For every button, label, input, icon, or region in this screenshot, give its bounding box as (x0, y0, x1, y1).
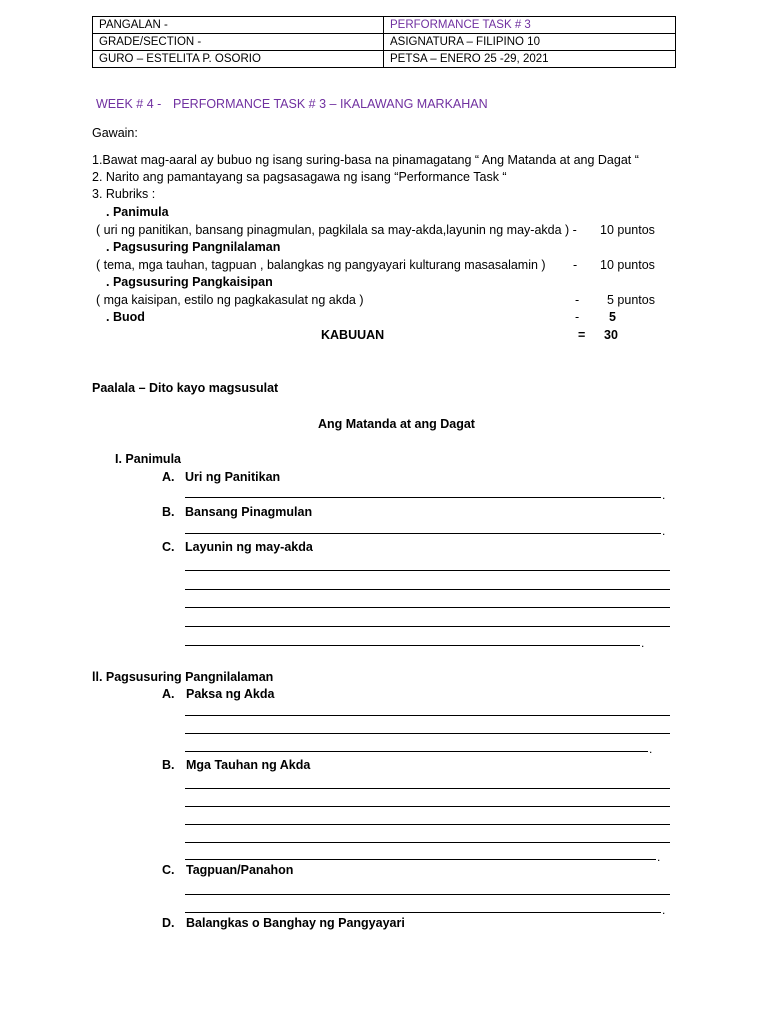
rubric-buod-title: . Buod (106, 310, 145, 324)
layunin-answer-line[interactable] (185, 589, 670, 590)
layunin-answer-line[interactable] (185, 607, 670, 608)
rubric-buod-dash: - (575, 310, 580, 324)
gawain-label: Gawain: (92, 126, 138, 140)
total-equals: = (578, 328, 586, 342)
header-row (93, 51, 676, 68)
teacher-cell: GURO – ESTELITA P. OSORIO (93, 51, 384, 68)
total-label: KABUUAN (321, 328, 385, 342)
line-end-period: . (649, 742, 653, 756)
tauhan-answer-line[interactable] (185, 859, 656, 860)
layunin-answer-line[interactable] (185, 570, 670, 571)
subject-cell: ASIGNATURA – FILIPINO 10 (384, 34, 676, 51)
line-end-period: . (657, 850, 661, 864)
layunin-label: Layunin ng may-akda (185, 540, 313, 554)
paksa-answer-line[interactable] (185, 733, 670, 734)
tauhan-answer-line[interactable] (185, 824, 670, 825)
section-2-heading: ll. Pagsusuring Pangnilalaman (92, 670, 274, 684)
item-letter: A. (162, 470, 175, 484)
week-label: WEEK # 4 - (96, 97, 162, 111)
tagpuan-answer-line[interactable] (185, 912, 661, 913)
rubric-pangkaisipan-title: . Pagsusuring Pangkaisipan (106, 275, 273, 289)
section-1-heading: I. Panimula (115, 452, 181, 466)
tagpuan-label: Tagpuan/Panahon (186, 863, 294, 877)
rubric-panimula-desc: ( uri ng panitikan, bansang pinagmulan, pagkilala sa may-akda,layunin ng may-akda ) - (96, 223, 577, 237)
rubric-pangnilalaman-desc: ( tema, mga tauhan, tagpuan , balangkas ng pangyayari kulturang masasalamin ) (96, 258, 546, 272)
instruction-1: 1.Bawat mag-aaral ay bubuo ng isang suring-basa na pinamagatang “ Ang Matanda at ang Dagat “ (92, 153, 639, 167)
bansang-pinagmulan-label: Bansang Pinagmulan (185, 505, 313, 519)
tauhan-answer-line[interactable] (185, 788, 670, 789)
rubric-buod-points: 5 (609, 310, 616, 324)
name-field: PANGALAN - (93, 17, 384, 34)
instruction-3: 3. Rubriks : (92, 187, 156, 201)
item-letter: A. (162, 687, 175, 701)
header-table (92, 16, 676, 68)
week-title: PERFORMANCE TASK # 3 – IKALAWANG MARKAHAN (173, 97, 488, 111)
paksa-answer-line[interactable] (185, 751, 648, 752)
line-end-period: . (662, 903, 666, 917)
date-cell: PETSA – ENERO 25 -29, 2021 (384, 51, 676, 68)
item-letter: C. (162, 540, 175, 554)
rubric-pangkaisipan-dash: - (575, 293, 580, 307)
total-value: 30 (604, 328, 618, 342)
uri-ng-panitikan-label: Uri ng Panitikan (185, 470, 281, 484)
balangkas-label: Balangkas o Banghay ng Pangyayari (186, 916, 405, 930)
tauhan-answer-line[interactable] (185, 842, 670, 843)
grade-section-field: GRADE/SECTION - (93, 34, 384, 51)
layunin-answer-line[interactable] (185, 645, 640, 646)
instruction-2: 2. Narito ang pamantayang sa pagsasagawa ng isang “Performance Task “ (92, 170, 507, 184)
header-row (93, 17, 676, 34)
form-title: Ang Matanda at ang Dagat (318, 417, 475, 431)
uri-ng-panitikan-answer-line[interactable] (185, 497, 661, 498)
item-letter: B. (162, 505, 175, 519)
rubric-panimula-points: 10 puntos (600, 223, 655, 237)
bansang-pinagmulan-answer-line[interactable] (185, 533, 661, 534)
rubric-panimula-title: . Panimula (106, 205, 169, 219)
rubric-pangkaisipan-desc: ( mga kaisipan, estilo ng pagkakasulat ng akda ) (96, 293, 364, 307)
rubric-pangnilalaman-dash: - (573, 258, 578, 272)
rubric-pangkaisipan-points: 5 puntos (607, 293, 655, 307)
tauhan-label: Mga Tauhan ng Akda (186, 758, 311, 772)
item-letter: B. (162, 758, 175, 772)
line-end-period: . (662, 488, 666, 502)
paksa-answer-line[interactable] (185, 715, 670, 716)
item-letter: D. (162, 916, 175, 930)
tauhan-answer-line[interactable] (185, 806, 670, 807)
line-end-period: . (662, 524, 666, 538)
item-letter: C. (162, 863, 175, 877)
tagpuan-answer-line[interactable] (185, 894, 670, 895)
paksa-label: Paksa ng Akda (186, 687, 275, 701)
layunin-answer-line[interactable] (185, 626, 670, 627)
header-row (93, 34, 676, 51)
rubric-pangnilalaman-points: 10 puntos (600, 258, 655, 272)
rubric-pangnilalaman-title: . Pagsusuring Pangnilalaman (106, 240, 281, 254)
paalala-note: Paalala – Dito kayo magsusulat (92, 381, 279, 395)
line-end-period: . (641, 636, 645, 650)
task-title-cell: PERFORMANCE TASK # 3 (384, 17, 676, 34)
